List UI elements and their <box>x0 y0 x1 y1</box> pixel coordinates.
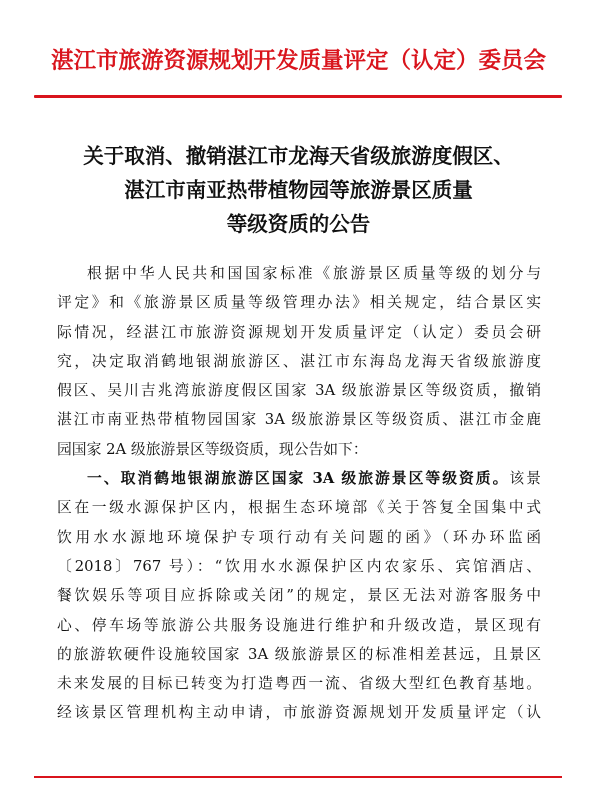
body-line: 究，决定取消鹤地银湖旅游区、湛江市东海岛龙海天省级旅游度 <box>57 352 541 370</box>
announcement-body <box>57 259 541 728</box>
body-line: 经该景区管理机构主动申请，市旅游资源规划开发质量评定（认 <box>57 704 541 722</box>
body-line: 根据中华人民共和国国家标准《旅游景区质量等级的划分与 <box>87 265 541 282</box>
body-line: 评定》和《旅游景区质量等级管理办法》相关规定，结合景区实 <box>57 294 541 312</box>
body-line: 假区、吴川吉兆湾旅游度假区国家 3A 级旅游景区等级资质，撤销 <box>57 382 541 400</box>
header-red-rule <box>34 95 562 98</box>
announcement-title-line: 湛江市南亚热带植物园等旅游景区质量 <box>124 178 473 202</box>
announcement-title <box>0 139 597 241</box>
body-line: 际情况，经湛江市旅游资源规划开发质量评定（认定）委员会研 <box>57 323 541 341</box>
announcement-title-line: 关于取消、撤销湛江市龙海天省级旅游度假区、 <box>83 144 514 168</box>
section-1-first-line <box>57 464 541 493</box>
body-line: 饮用水水源地环境保护专项行动有关问题的函》（环办环监函 <box>57 528 541 546</box>
footer-red-rule <box>34 776 562 778</box>
issuer-header-title: 湛江市旅游资源规划开发质量评定（认定）委员会 <box>50 48 546 74</box>
body-line: 区在一级水源保护区内，根据生态环境部《关于答复全国集中式 <box>57 499 541 517</box>
body-line: 〔2018〕767 号）：“饮用水水源保护区内农家乐、宾馆酒店、 <box>57 557 541 575</box>
announcement-title-line: 等级资质的公告 <box>226 212 371 236</box>
body-line: 心、停车场等旅游公共服务设施进行维护和升级改造，景区现有 <box>57 616 541 634</box>
section-1-heading-rest: 该景 <box>509 470 541 488</box>
body-line: 湛江市南亚热带植物园国家 3A 级旅游景区等级资质、湛江市金鹿 <box>57 411 541 429</box>
section-1-heading: 一、取消鹤地银湖旅游区国家 3A 级旅游景区等级资质。 <box>87 470 510 488</box>
body-line: 的旅游软硬件设施较国家 3A 级旅游景区的标准相差甚远，且景区 <box>57 645 541 663</box>
body-line: 园国家 2A 级旅游景区等级资质，现公告如下： <box>57 440 368 458</box>
body-line: 未来发展的目标已转变为打造粤西一流、省级大型红色教育基地。 <box>57 675 541 693</box>
body-line: 餐饮娱乐等项目应拆除或关闭”的规定，景区无法对游客服务中 <box>57 587 541 605</box>
